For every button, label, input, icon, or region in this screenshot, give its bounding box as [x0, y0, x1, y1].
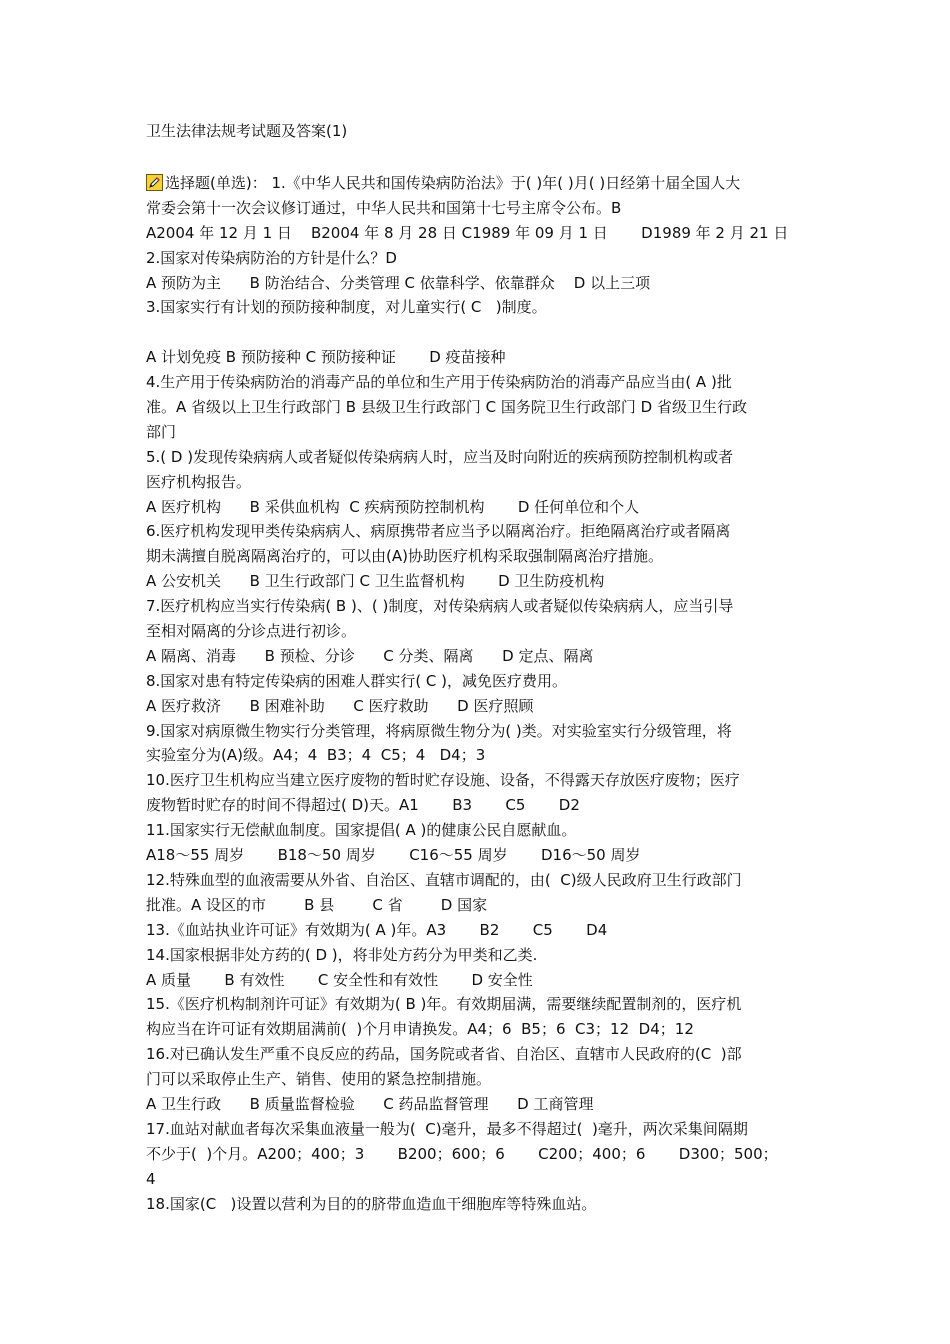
question-line-34: 构应当在许可证有效期届满前( )个月申请换发。A4；6 B5；6 C3；12 D4；12 [146, 1020, 694, 1039]
question-line-17: 7.医疗机构应当实行传染病( B )、( )制度，对传染病病人或者疑似传染病病人，应当引导 [146, 597, 734, 616]
question-line-16: A 公安机关 B 卫生行政部门 C 卫生监督机构 D 卫生防疫机构 [146, 572, 605, 591]
question-line-12: 医疗机构报告。 [146, 472, 252, 491]
question-line-37: A 卫生行政 B 质量监督检验 C 药品监督管理 D 工商管理 [146, 1094, 594, 1113]
question-line-24: 10.医疗卫生机构应当建立医疗废物的暂时贮存设施、设备，不得露天存放医疗废物；医疗 [146, 771, 740, 790]
question-line-29: 批准。A 设区的市 B 县 C 省 D 国家 [146, 895, 488, 914]
question-list [146, 171, 814, 1216]
question-line-22: 9.国家对病原微生物实行分类管理，将病原微生物分为( )类。对实验室实行分级管理，将 [146, 721, 732, 740]
pen-icon [146, 174, 163, 191]
question-line-9: 准。A 省级以上卫生行政部门 B 县级卫生行政部门 C 国务院卫生行政部门 D 省级卫生行政 [146, 398, 747, 417]
question-line-30: 13.《血站执业许可证》有效期为( A )年。A3 B2 C5 D4 [146, 920, 608, 939]
question-line-19: A 隔离、消毒 B 预检、分诊 C 分类、隔离 D 定点、隔离 [146, 646, 594, 665]
question-line-15: 期未满擅自脱离隔离治疗的，可以由(A)协助医疗机构采取强制隔离治疗措施。 [146, 547, 663, 566]
question-line-text: 1.《中华人民共和国传染病防治法》于( )年( )月( )日经第十届全国人大 [266, 174, 741, 192]
question-line-21: A 医疗救济 B 困难补助 C 医疗救助 D 医疗照顾 [146, 696, 534, 715]
question-line-33: 15.《医疗机构制剂许可证》有效期为( B )年。有效期届满，需要继续配置制剂的，医疗机 [146, 995, 742, 1014]
document-title: 卫生法律法规考试题及答案(1) [146, 122, 348, 140]
question-line-3: 2.国家对传染病防治的方针是什么？D [146, 248, 397, 267]
question-line-27: A18～55 周岁 B18～50 周岁 C16～55 周岁 D16～50 周岁 [146, 846, 641, 865]
question-line-6 [146, 320, 814, 345]
question-line-0 [146, 171, 814, 196]
question-line-36: 门可以采取停止生产、销售、使用的紧急控制措施。 [146, 1070, 492, 1089]
question-line-2: A2004 年 12 月 1 日 B2004 年 8 月 28 日 C1989 年 09 月 1 日 D1989 年 2 月 21 日 [146, 223, 789, 242]
question-line-23: 实验室分为(A)级。A4；4 B3；4 C5；4 D4；3 [146, 746, 486, 765]
question-line-13: A 医疗机构 B 采供血机构 C 疾病预防控制机构 D 任何单位和个人 [146, 497, 640, 516]
question-line-32: A 质量 B 有效性 C 安全性和有效性 D 安全性 [146, 970, 533, 989]
question-line-26: 11.国家实行无偿献血制度。国家提倡( A )的健康公民自愿献血。 [146, 821, 577, 840]
question-line-8: 4.生产用于传染病防治的消毒产品的单位和生产用于传染病防治的消毒产品应当由( A )批 [146, 373, 732, 392]
question-line-7: A 计划免疫 B 预防接种 C 预防接种证 D 疫苗接种 [146, 348, 506, 367]
question-line-11: 5.( D )发现传染病病人或者疑似传染病病人时，应当及时向附近的疾病预防控制机构或者 [146, 447, 734, 466]
section-label: 选择题(单选)： [165, 174, 267, 192]
question-line-28: 12.特殊血型的血液需要从外省、自治区、直辖市调配的，由( C)级人民政府卫生行政部门 [146, 870, 742, 889]
question-line-20: 8.国家对患有特定传染病的困难人群实行( C )，减免医疗费用。 [146, 671, 568, 690]
question-line-10: 部门 [146, 422, 177, 441]
question-line-18: 至相对隔离的分诊点进行初诊。 [146, 622, 357, 641]
question-line-38: 17.血站对献血者每次采集血液量一般为( C)毫升，最多不得超过( )毫升，两次采集间隔期 [146, 1119, 748, 1138]
question-line-14: 6.医疗机构发现甲类传染病病人、病原携带者应当予以隔离治疗。拒绝隔离治疗或者隔离 [146, 522, 731, 541]
question-line-5: 3.国家实行有计划的预防接种制度，对儿童实行( C )制度。 [146, 298, 547, 317]
question-line-39: 不少于( )个月。A200；400；3 B200；600；6 C200；400；6 D300；500； [146, 1144, 778, 1163]
question-line-40: 4 [146, 1169, 156, 1188]
question-line-1: 常委会第十一次会议修订通过，中华人民共和国第十七号主席令公布。B [146, 198, 622, 217]
question-line-41: 18.国家(C )设置以营利为目的的脐带血造血干细胞库等特殊血站。 [146, 1194, 597, 1213]
question-line-35: 16.对已确认发生严重不良反应的药品，国务院或者省、自治区、直辖市人民政府的(C )部 [146, 1045, 742, 1064]
question-line-4: A 预防为主 B 防治结合、分类管理 C 依靠科学、依靠群众 D 以上三项 [146, 273, 651, 292]
question-line-25: 废物暂时贮存的时间不得超过( D)天。A1 B3 C5 D2 [146, 796, 580, 815]
question-line-31: 14.国家根据非处方药的( D )，将非处方药分为甲类和乙类. [146, 945, 538, 964]
